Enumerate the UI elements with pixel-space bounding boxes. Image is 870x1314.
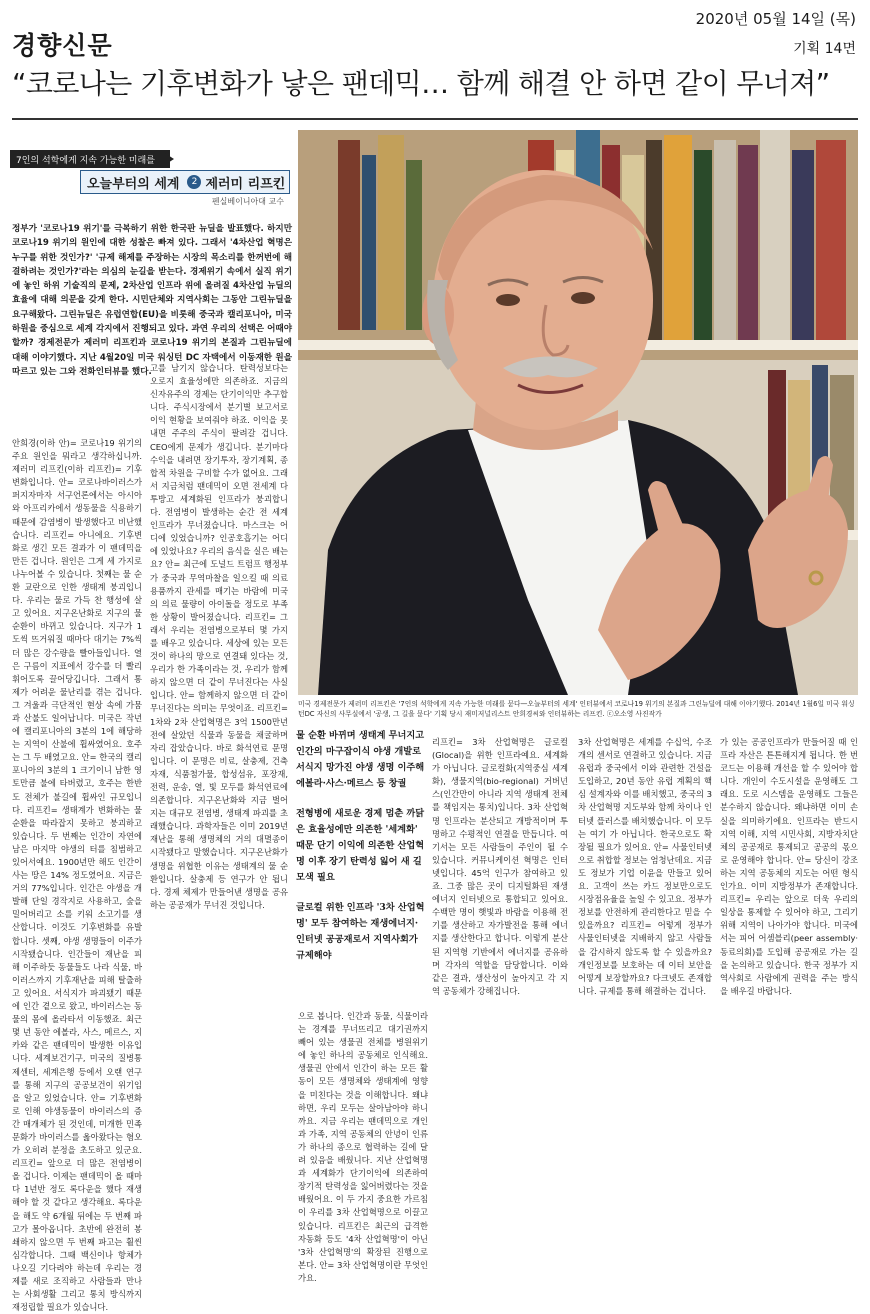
- series-title: 오늘부터의 세계: [87, 176, 180, 192]
- article-column-3: [298, 1010, 428, 1285]
- series-title-box: [80, 170, 290, 194]
- page-section: 기획 14면: [793, 41, 856, 57]
- series-label: [10, 150, 290, 210]
- article-column-6: [720, 736, 858, 998]
- pull-quote: 전형병에 새로운 경제 멈춘 까닭은 효율성에만 의존한 '세계화' 때문 단기 이익에 의존한 산업혁명 이후 장기 탄력성 잃어 새 길 모색 필요: [296, 808, 425, 883]
- column-text: 안희경(이하 안)= 코로나19 위기의 주요 원인을 뭐라고 생각하십니까. 제러미 리프킨(이하 리프킨)= 기후변화입니다. 안= 코로나바이러스가 퍼지자마자 서구언론에서는 아시아와 아프리카에서 생동물을 식용하기 때문에 감염병이 발생했다고 비난했습니다. 리프킨= 아니에요. 기후변화로 생긴 모든 결과가 이 팬데믹을 만든 겁니다. 원인은 그게 세 가지로 나누어볼 수 있습니다. 첫째는 물 순환 교란으로 인한 생태계 붕괴입니다. 우리는 물로 가득 찬 행성에 살고 있어요. 지구온난화로 지구의 물 순환이 바뀌고 있습니다. 지구가 1도씩 뜨거워질 때마다 대기는 7%씩 더 많은 강수량을 빨아들입니다. 열은 구름이 지표에서 강수를 더 빨리 휘어도록 끌어당깁니다. 그래서 통제가 어려운 물난리를 겪는 겁니다. 그 겨울과 극단적인 현상 속에 가뭄과 산불도 일어납니다. 미국은 작년에 캘리포니아의 3분의 1에 해당하는 지역이 산불에 휩싸였어요. 호주는 그 두 배였고요. 안= 한국의 캘리포니아의 3분의 1 크기이니 남한 영토만큼 불에 타버렸고, 호주는 한반도 전체가 불길에 휩싸인 규모입니다. 리프킨= 생태계가 변화하는 물 순환을 따라잡지 못하고 붕괴하고 있습니다. 두 번째는 인간이 자연에 남은 마지막 야생의 터를 침범하고 있어서예요. 1900년만 해도 인간이 사는 땅은 14% 정도였어요. 지금은 거의 77%입니다. 인간은 야생을 개발해 단일 경작지로 사용하고, 숲을 밀어버리고 소를 키워 소고기를 생산합니다. 이것도 기후변화를 유발합니다. 셋째, 야생 생명들이 이주가 시작됐습니다. 인간들이 재난을 피해 이주하듯 동물들도 나라 식물, 바이러스까지 기후재난을 피해 탈출하고 있어요. 서식지가 파괴됐기 때문에 인간 곁으로 왔고, 바이러스는 동물의 몸에 올라타서 이동했죠. 최근 몇 년 동안 에볼라, 사스, 메르스, 지카와 같은 팬데믹이 발생한 이유입니다. 세계보건기구, 미국의 질병통제센터, 세계은행 등에서 오랜 연구를 통해 지구의 공공보건이 위기임을 알고 있었습니다. 안= 기후변화로 인해 야생동물이 바이러스의 증간 매개체가 된 것인데, 미개한 민족문화가 바이러스를 옮아왔다는 혐오가 오히려 분정을 초도하고 있군요. 리프킨= 앞으로 더 많은 전염병이 올 겁니다. 이제는 팬데믹이 올 때마다 1년반 정도 록다운을 했다 재생해야 할 것 같다고 생각해요. 록다운을 해도 약 6개월 뒤에는 두 번째 파고가 몰아옵니다. 초반에 완전히 봉쇄하지 않으면 두 번째 파고는 훨씬 심각합니다. 그때 백신이나 항체가 나오길 기다려야 하는데 우리는 경제를 새로 조직하고 사람들과 만나는 사회생활 그리고 통치 방식까지 재정립할 필요가 있습니다.: [12, 438, 142, 1313]
- pull-quote: 글로컬 위한 인프라 '3차 산업혁명' 모두 참여하는 재생에너지·인터넷 공공재로서 지역사회가 규제해야: [296, 902, 425, 961]
- series-arrow-icon: [160, 150, 174, 168]
- photo-illustration: [298, 130, 858, 695]
- column-text: 리프킨= 3차 산업혁명은 글로컬(Glocal)을 위한 인프라예요. 세계화가 아닙니다. 글로컬화(지역중심 세계화), 생물지역(bio-regional) 거버넌스(인간만이 아니라 지역 생태계 전체를 책임지는 통치)입니다. 3차 산업혁명 인프라는 분산되고 개방적이며 투명하고 수평적인 연결을 만듭니다. 여기서는 모든 사람들이 주인이 될 수 있습니다. 커뮤니케이션 혁명은 인터넷입니다. 45억 인구가 참여하고 있죠. 그중 많은 곳이 디지털화된 재생에너지 인터넷으로 통합되고 있어요. 수백만 명이 햇빛과 바람을 이용해 전기를 생산하고 자가발전을 통해 에너지를 생산한다고 합니다. 이렇게 분산된 지역형 기반에서 에너지를 공유하며 각자의 역할을 담당합니다. 이와 같은 결과, 생산성이 높아지고 각 지역 공동체가 강해집니다.: [432, 737, 568, 996]
- article-column-2: [150, 362, 288, 912]
- interviewee-name: 제러미 리프킨: [205, 176, 286, 192]
- photo-caption: [298, 699, 858, 719]
- article-lede: 정부가 '코로나19 위기'를 극복하기 위한 한국판 뉴딜을 발표했다. 하지만 코로나19 위기의 원인에 대한 성찰은 빠져 있다. 그래서 '4차산업 혁명은 누구를 위한 것인가?' '규제 해제를 주장하는 시장의 목소리를 한꺼번에 해결하려는 것인가?'라는 의심의 눈길을 받는다. 경제위기 속에서 실직 위기에 놓인 하위 기술직의 문제, 2차산업 인프라 위에 올려질 4차산업 뉴딜의 효율에 대해 의문을 갖게 한다. 시민단체와 지역사회는 그동안 그린뉴딜을 요구해왔다. 그린뉴딜은 유럽연합(EU)을 비롯해 중국과 캘리포니아, 미국 하원을 중심으로 세계 각지에서 진행되고 있다. 과연 우리의 선택은 어때야 할까? 경제전문가 제러미 리프킨과 코로나19 위기의 본질과 그린뉴딜에 대해 이야기했다. 지난 4월20일 미국 워싱턴 DC 자택에서 이동재한 원을 따르고 있는 그와 전화인터뷰를 했다.: [12, 224, 292, 377]
- column-text: 고를 남기지 않습니다. 탄력성보다는 오로지 효율성에만 의존하죠. 지금의 신자유주의 경제는 단기이익만 추구합니다. 주식시장에서 분기별 보고서로 이익 현황을 보여줘야 하죠. 이익을 못 내면 주주의 주식이 팔려갈 겁니다. CEO에게 문제가 생깁니다. 분기마다 수익을 내려면 장기투자, 장기계획, 종합적 차원을 구비할 수가 없어요. 그래서 지금처럼 팬데믹이 오면 전세계 다투방고 세계화된 인프라가 붕괴합니다. 전염병이 발생하는 순간 전 세계 인프라가 무너졌습니다. 마스크는 어디에 있었습니까? 인공호흡기는 어디에 있었나요? 우리의 음식을 실은 배는요? 안= 최근에 도널드 트럼프 행정부가 중국과 무역마찰을 일으킬 때 의료용품까지 관세를 매기는 바람에 미국의 의료 물량이 아이돌을 정도로 부족한 상황이 발어졌습니다. 리프킨= 그래서 우리는 전염병으로부터 몇 가지를 배우고 있습니다. 세상에 있는 모든 것이 하나의 망으로 연결돼 있다는 것, 우리가 한 가족이라는 것, 우리가 함께하지 않으면 더 같이 무너진다는 사실입니다. 안= 함께하지 않으면 더 같이 무너진다는 의미는 무엇이죠. 리프킨= 1차와 2차 산업혁명은 3억 1500만년 전에 살았던 식물과 동물을 채굴하며 자리 잡았습니다. 바로 화석연료 문명입니다. 이 문명은 비료, 살충제, 건축자재, 식품첨가물, 합성섬유, 포장재, 전력, 운송, 열, 빛 모두를 화석연료에 의존합니다. 지구온난화와 지금 벌어지는 대규모 전염병, 생태계 파괴를 초래했습니다. 과학자들은 이미 2019년 재난을 통해 생명체의 거의 대멸종이 시작됐다고 말했습니다. 지구온난화가 생명을 위협한 이유는 생태계의 물 순환입니다. 살충제 등 연구가 안 됩니다. 경제 체제가 만들어낸 생명을 공유하는 공공재가 무너진 것입니다.: [150, 363, 288, 910]
- issue-date: 2020년 05월 14일 (목): [695, 10, 856, 28]
- headline-rule: [12, 118, 858, 120]
- series-tag: 7인의 석학에게 지속 가능한 미래를 묻다: [10, 150, 170, 168]
- column-text: 가 있는 공공인프라가 만들어질 때 인프라 자산은 튼튼해지게 됩니다. 한 번 코드는 이용해 개선을 할 수 있어야 합니다. 개인이 수도시설을 운영해도 그래요. 도로 시스템을 운영해도 그들은 분수하지 않습니다. 왜냐하면 이미 손실을 의미하기에요. 인프라는 반드시 지역 이해, 지역 시민사회, 지방자치단체의 공공재로 통제되고 공공의 몫으로 운영해야 합니다. 안= 당신이 강조하는 지역 공동체의 지도는 어떤 형식인가요. 이미 지방정부가 존재합니다. 리프킨= 우리는 앞으로 더욱 우리의 일상을 통제할 수 있어야 하고, 그리기 위해 지역이 나아가야 합니다. 미국에서는 피어 어셈블리(peer assembly·동료의회)를 도입해 공공재로 가는 길을 논의하고 있습니다. 한국 정부가 지역사회로 사람에게 권력을 주는 방식을 배우길 바랍니다.: [720, 737, 858, 996]
- interviewee-affiliation: 펜실베이니아대 교수: [211, 197, 284, 206]
- series-number-badge: 2: [187, 175, 201, 189]
- article-column-4: [432, 736, 568, 998]
- article-column-1: [12, 437, 142, 1314]
- interview-photo: [298, 130, 858, 695]
- photo-credit: ⓒ오소영 사진작가: [606, 710, 662, 718]
- column-text: 3차 산업혁명은 세계를 수십억, 수조개의 센서로 연결하고 있습니다. 지금 유럽과 중국에서 이와 관련한 건설을 도입하고, 20년 동안 유럽 계획의 핵심 설계자와 이를 배치했고, 중국의 3차 산업혁명 지도부와 함께 차이나 인터넷 플러스를 배치했습니다. 이 모두는 여기 가 아닙니다. 한국으로도 확장될 필요가 있어요. 안= 사물인터넷으로 취합할 정보는 엄청난데요. 지금도 정보가 기업 이윤을 만들고 있어요. 고객이 쓰는 카드 정보만으로도 시장점유율을 높일 수 있고요. 정부가 정보를 안전하게 관리한다고 믿을 수 있을까요? 리프킨= 어렇게 정부가 사물인터넷을 지배하지 않고 사람들을 감시하지 않도록 할 수 있을까요? 개인정보를 보호하는 데 이터 보안을 어떻게 보장할까요? 다크넷도 존재합니다. 규제를 통해 해결하는 겁니다.: [578, 737, 712, 996]
- pull-quote: 물 순환 바뀌며 생태계 무너지고 인간의 마구잡이식 야생 개발로 서식지 망가진 야생 생명 이주해 에볼라·사스·메르스 등 창궐: [296, 730, 425, 789]
- masthead: [0, 0, 870, 132]
- article-column-5: [578, 736, 712, 998]
- newspaper-name: 경향신문: [12, 31, 113, 60]
- column-text: 으로 봅니다. 인간과 동물, 식물이라는 경계를 무너뜨리고 대기권까지 빼어 있는 생물권 전체를 병원위기에 놓인 하나의 공동체로 인식해요. 생물권 안에서 인간이 하는 모든 활동이 모든 생명체와 생태계에 영향을 미친다는 것을 이해합니다. 왜냐하면, 우리 모두는 살아남아야 하니까요. 지금 우리는 팬데믹으로 개인과 가족, 지역 공동체의 안녕이 인류가 하나의 종으로 협력하는 길에 달려 있음을 배웠니다. 지난 산업혁명과 세계화가 단기이익에 의존하여 장기적 탄력성을 잃어버렸다는 것을 배웠어요. 이 두 가지 중요한 가르침이 우리를 3차 산업혁명으로 이끌고 있습니다. 리프킨은 최근의 급격한 자동화 등도 '4차 산업혁명'이 아닌 '3차 산업혁명'의 확장된 진행으로 본다. 안= 3차 산업혁명이란 무엇인가요.: [298, 1011, 428, 1283]
- pull-quotes: [296, 728, 426, 978]
- headline: “코로나는 기후변화가 낳은 팬데믹… 함께 해결 안 하면 같이 무너져”: [12, 67, 830, 100]
- photo-caption-text: 미국 경제전문가 제러미 리프킨은 '7인의 석학에게 지속 가능한 미래를 묻다—오늘부터의 세계' 인터뷰에서 코로나19 위기의 본질과 그린뉴딜에 대해 이야기했다. 2014년 1월6일 미국 워싱턴DC 자신의 사무실에서 '공생, 그 길을 묻다' 기획 당시 재미저널리스트 안희경씨와 인터뷰하는 리프킨.: [298, 700, 855, 718]
